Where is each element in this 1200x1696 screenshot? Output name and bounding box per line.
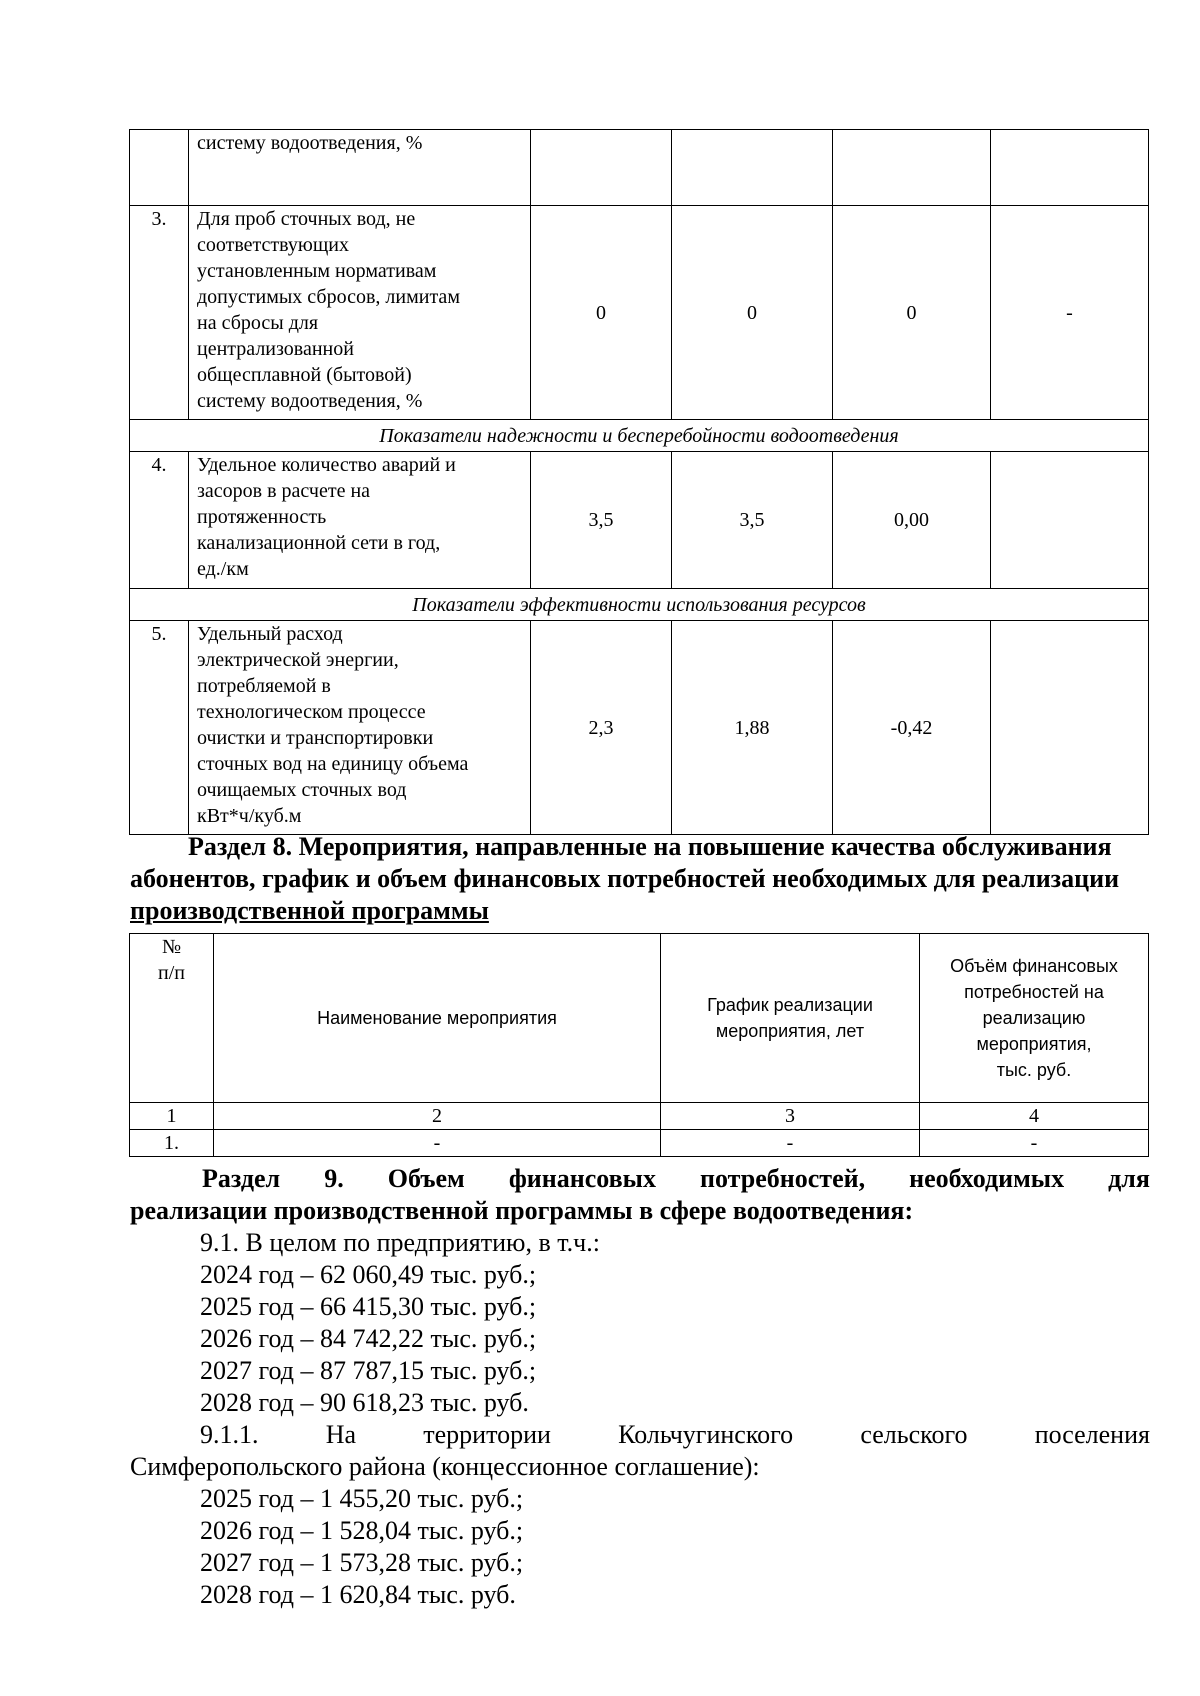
cell-name: Для проб сточных вод, не соответствующих установленным нормативам допустимых сбросов, лимитам на сбросы для централизованной общесплавной (бытовой) систему водоотведения, % (189, 206, 531, 420)
cell-value: 2,3 (531, 621, 672, 835)
heading-line: производственной программы (130, 896, 489, 925)
table-row (130, 452, 1149, 589)
concession-2026: 2026 год – 1 528,04 тыс. руб.; (200, 1516, 524, 1545)
cell-name: Удельное количество аварий и засоров в расчете на протяженность канализационной сети в год, ед./км (189, 452, 531, 589)
cell-value: 0 (531, 206, 672, 420)
total-2025: 2025 год – 66 415,30 тыс. руб.; (200, 1292, 537, 1321)
header-schedule: График реализации мероприятия, лет (661, 934, 920, 1103)
events-table (129, 933, 1149, 1157)
section-label: Показатели эффективности использования ресурсов (130, 589, 1149, 621)
cell-value: - (991, 206, 1149, 420)
section-8-heading (130, 831, 1150, 927)
section-label: Показатели надежности и бесперебойности водоотведения (130, 420, 1149, 452)
cell-num: 3. (130, 206, 189, 420)
cell-value: 3,5 (531, 452, 672, 589)
cell-num (130, 130, 189, 206)
concession-2028: 2028 год – 1 620,84 тыс. руб. (200, 1580, 516, 1609)
paragraph-9-1: 9.1. В целом по предприятию, в т.ч.: (200, 1228, 600, 1257)
table-row (130, 621, 1149, 835)
heading-line: Раздел 8. Мероприятия, направленные на повышение качества обслуживания (188, 832, 1112, 861)
paragraph-9-1-1: 9.1.1. На территории Кольчугинского сельского поселения (200, 1420, 1150, 1449)
section-row (130, 420, 1149, 452)
cell-value: 3,5 (672, 452, 833, 589)
cell-value (991, 621, 1149, 835)
cell-name: Удельный расход электрической энергии, потребляемой в технологическом процессе очистки и транспортировки сточных вод на единицу объема очищаемых сточных вод кВт*ч/куб.м (189, 621, 531, 835)
heading-line: абонентов, график и объем финансовых потребностей необходимых для реализации (130, 864, 1120, 893)
cell-num: 5. (130, 621, 189, 835)
table-row (130, 206, 1149, 420)
cell-value: 0 (833, 206, 991, 420)
table-row (130, 130, 1149, 206)
total-2024: 2024 год – 62 060,49 тыс. руб.; (200, 1260, 537, 1289)
cell-num: 4. (130, 452, 189, 589)
section-row (130, 589, 1149, 621)
concession-2027: 2027 год – 1 573,28 тыс. руб.; (200, 1548, 524, 1577)
header-volume: Объём финансовых потребностей на реализацию мероприятия, тыс. руб. (920, 934, 1149, 1103)
cell-value: 1,88 (672, 621, 833, 835)
table-row: 1. - - - (130, 1130, 1149, 1157)
cell-value: 0 (672, 206, 833, 420)
header-name: Наименование мероприятия (214, 934, 661, 1103)
cell-value (991, 452, 1149, 589)
total-2027: 2027 год – 87 787,15 тыс. руб.; (200, 1356, 537, 1385)
header-number: № п/п (130, 934, 214, 1103)
cell-name: систему водоотведения, % (189, 130, 531, 206)
cell-value: -0,42 (833, 621, 991, 835)
concession-2025: 2025 год – 1 455,20 тыс. руб.; (200, 1484, 524, 1513)
paragraph-9-1-1-cont: Симферопольского района (концессионное соглашение): (130, 1452, 760, 1481)
total-2026: 2026 год – 84 742,22 тыс. руб.; (200, 1324, 537, 1353)
total-2028: 2028 год – 90 618,23 тыс. руб. (200, 1388, 529, 1417)
indicators-table (129, 129, 1149, 835)
cell-value: 0,00 (833, 452, 991, 589)
section-9-heading: Раздел 9. Объем финансовых потребностей, необходимых для реализации производственной программы в сфере водоотведения: (130, 1164, 1150, 1225)
numbering-row: 1 2 3 4 (130, 1103, 1149, 1130)
header-row (130, 934, 1149, 1103)
